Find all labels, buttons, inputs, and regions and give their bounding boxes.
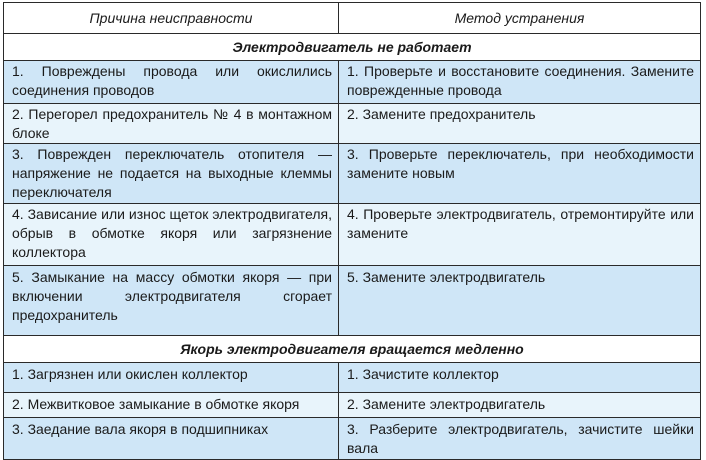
table-row [4, 104, 701, 144]
cause-cell: 3. Поврежден переключатель отопителя — напряжение не подается на выходные клеммы переключателя [4, 144, 339, 204]
table-row [4, 204, 701, 266]
section-title: Якорь электродвигателя вращается медленно [4, 336, 701, 363]
method-cell: 4. Проверьте электродвигатель, отремонтируйте или замените [339, 204, 701, 266]
section-heading-row [4, 336, 701, 363]
header-method: Метод устранения [339, 3, 701, 34]
section-title: Электродвигатель не работает [4, 34, 701, 61]
table-row [4, 393, 701, 418]
method-cell: 2. Замените электродвигатель [339, 393, 701, 418]
method-cell: 3. Проверьте переключатель, при необходимости замените новым [339, 144, 701, 204]
method-cell: 1. Проверьте и восстановите соединения. Замените поврежденные провода [339, 61, 701, 104]
header-cause: Причина неисправности [4, 3, 339, 34]
cause-cell: 2. Межвитковое замыкание в обмотке якоря [4, 393, 339, 418]
method-cell: 3. Разберите электродвигатель, зачистите шейки вала [339, 418, 701, 460]
troubleshooting-table [3, 2, 701, 460]
table-row [4, 61, 701, 104]
table-row [4, 363, 701, 393]
cause-cell: 1. Повреждены провода или окислились соединения проводов [4, 61, 339, 104]
table-row [4, 266, 701, 336]
table-header-row [4, 3, 701, 34]
method-cell: 1. Зачистите коллектор [339, 363, 701, 393]
cause-cell: 4. Зависание или износ щеток электродвигателя, обрыв в обмотке якоря или загрязнение коллектора [4, 204, 339, 266]
cause-cell: 3. Заедание вала якоря в подшипниках [4, 418, 339, 460]
table-row [4, 418, 701, 460]
cause-cell: 2. Перегорел предохранитель № 4 в монтажном блоке [4, 104, 339, 144]
method-cell: 2. Замените предохранитель [339, 104, 701, 144]
method-cell: 5. Замените электродвигатель [339, 266, 701, 336]
cause-cell: 1. Загрязнен или окислен коллектор [4, 363, 339, 393]
table-row [4, 144, 701, 204]
section-heading-row [4, 34, 701, 61]
cause-cell: 5. Замыкание на массу обмотки якоря — при включении электродвигателя сгорает предохранитель [4, 266, 339, 336]
